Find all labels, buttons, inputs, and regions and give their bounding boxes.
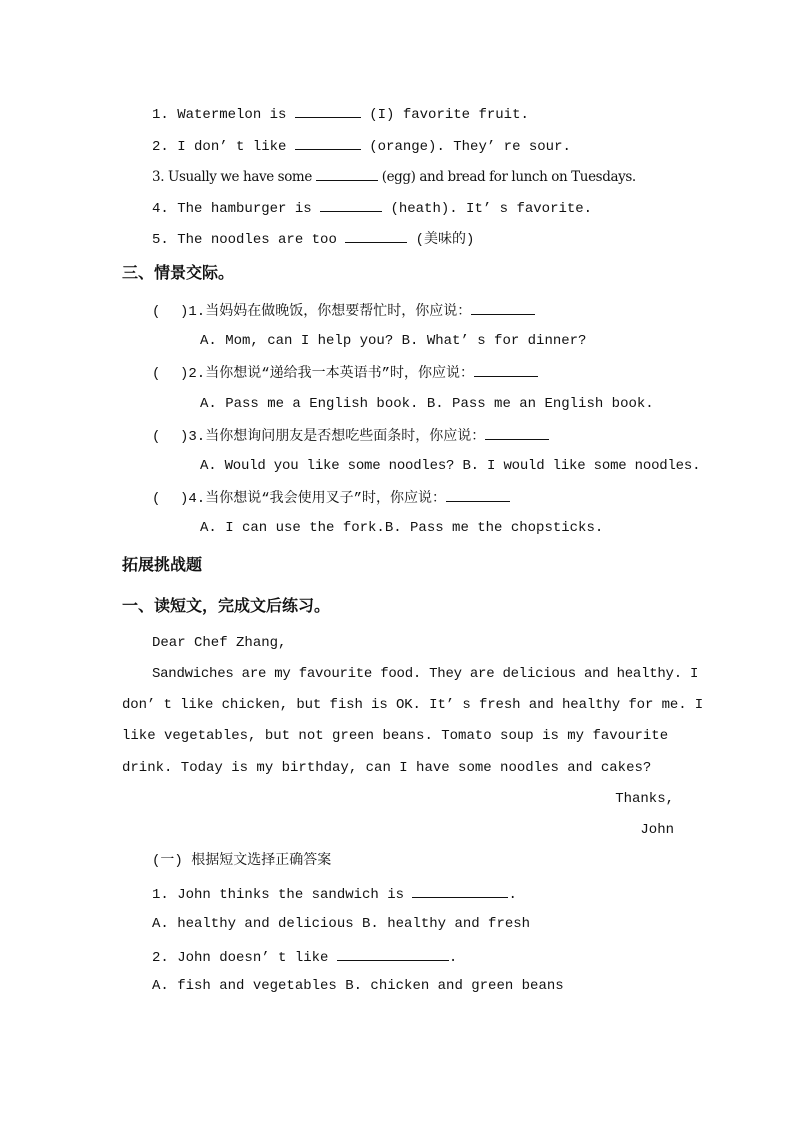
item-number: 3. bbox=[152, 169, 168, 185]
fill-in-item-5 bbox=[152, 228, 474, 249]
letter-closing: Thanks, bbox=[615, 791, 674, 807]
item-text: The hamburger is bbox=[177, 201, 321, 217]
letter-line-1: Sandwiches are my favourite food. They are delicious and healthy. I bbox=[152, 666, 699, 682]
fill-in-item-3 bbox=[152, 166, 636, 186]
item-text: (orange). They’ re sour. bbox=[360, 139, 571, 155]
item-number: )2. bbox=[180, 366, 206, 382]
situation-options-2: A. Pass me a English book. B. Pass me an English book. bbox=[200, 396, 654, 412]
reading-section-heading: 一、读短文，完成文后练习。 bbox=[122, 596, 331, 615]
answer-blank[interactable] bbox=[337, 946, 449, 961]
fill-in-item-4 bbox=[152, 197, 592, 218]
item-number: 1. bbox=[152, 107, 178, 123]
section-heading: 三、情景交际。 bbox=[122, 263, 235, 282]
answer-bracket[interactable]: ( bbox=[152, 304, 161, 320]
letter-greeting: Dear Chef Zhang, bbox=[152, 635, 287, 651]
item-text: (egg) and bread for lunch on Tuesdays. bbox=[377, 169, 636, 185]
answer-blank[interactable] bbox=[446, 487, 510, 502]
reading-options-1: A. healthy and delicious B. healthy and fresh bbox=[152, 916, 531, 932]
letter-line-4: drink. Today is my birthday, can I have some noodles and cakes? bbox=[122, 760, 652, 776]
question-text: 2. John doesn’ t like bbox=[152, 950, 337, 966]
item-number: 5. bbox=[152, 232, 178, 248]
fill-in-item-2 bbox=[152, 135, 571, 156]
situation-question-1 bbox=[152, 300, 535, 321]
reading-question-1 bbox=[152, 883, 517, 904]
reading-options-2: A. fish and vegetables B. chicken and green beans bbox=[152, 978, 564, 994]
situation-question-2 bbox=[152, 362, 538, 383]
situation-options-4: A. I can use the fork.B. Pass me the chopsticks. bbox=[200, 520, 604, 536]
item-number: 4. bbox=[152, 201, 178, 217]
question-text: 当你想说“递给我一本英语书”时，你应说： bbox=[205, 366, 475, 382]
situation-question-4 bbox=[152, 487, 510, 508]
item-text: Watermelon is bbox=[177, 107, 295, 123]
item-text: I don’ t like bbox=[177, 139, 295, 155]
item-number: )1. bbox=[180, 304, 206, 320]
answer-blank[interactable] bbox=[345, 228, 407, 243]
situation-options-1: A. Mom, can I help you? B. What’ s for dinner? bbox=[200, 333, 587, 349]
item-text: Usually we have some bbox=[167, 169, 316, 185]
answer-blank[interactable] bbox=[412, 883, 508, 898]
answer-bracket[interactable]: ( bbox=[152, 366, 161, 382]
item-number: )4. bbox=[180, 491, 206, 507]
fill-in-item-1 bbox=[152, 103, 529, 124]
question-text: 当你想说“我会使用叉子”时，你应说： bbox=[205, 491, 447, 507]
letter-line-3: like vegetables, but not green beans. Tomato soup is my favourite bbox=[122, 728, 669, 744]
item-number: )3. bbox=[180, 429, 206, 445]
answer-blank[interactable] bbox=[471, 300, 535, 315]
item-text: (heath). It’ s favorite. bbox=[382, 201, 593, 217]
answer-blank[interactable] bbox=[485, 425, 549, 440]
question-text: 当你想询问朋友是否想吃些面条时，你应说： bbox=[205, 429, 486, 445]
answer-blank[interactable] bbox=[295, 103, 361, 118]
answer-blank[interactable] bbox=[316, 166, 378, 181]
part-one-heading: (一) 根据短文选择正确答案 bbox=[152, 853, 332, 869]
answer-blank[interactable] bbox=[295, 135, 361, 150]
answer-blank[interactable] bbox=[320, 197, 382, 212]
answer-blank[interactable] bbox=[474, 362, 538, 377]
situation-options-3: A. Would you like some noodles? B. I would like some noodles. bbox=[200, 458, 701, 474]
question-text: 当妈妈在做晚饭，你想要帮忙时，你应说： bbox=[205, 304, 472, 320]
extension-heading: 拓展挑战题 bbox=[122, 555, 203, 574]
answer-bracket[interactable]: ( bbox=[152, 429, 161, 445]
letter-signature: John bbox=[640, 822, 674, 838]
item-text: The noodles are too bbox=[177, 232, 346, 248]
item-text: (美味的) bbox=[407, 232, 475, 248]
item-text: (I) favorite fruit. bbox=[360, 107, 529, 123]
situation-question-3 bbox=[152, 425, 549, 446]
punctuation: . bbox=[448, 950, 458, 966]
answer-bracket[interactable]: ( bbox=[152, 491, 161, 507]
item-number: 2. bbox=[152, 139, 178, 155]
reading-question-2 bbox=[152, 946, 457, 967]
punctuation: . bbox=[508, 887, 517, 903]
question-text: 1. John thinks the sandwich is bbox=[152, 887, 413, 903]
letter-line-2: don’ t like chicken, but fish is OK. It’ s fresh and healthy for me. I bbox=[122, 697, 704, 713]
